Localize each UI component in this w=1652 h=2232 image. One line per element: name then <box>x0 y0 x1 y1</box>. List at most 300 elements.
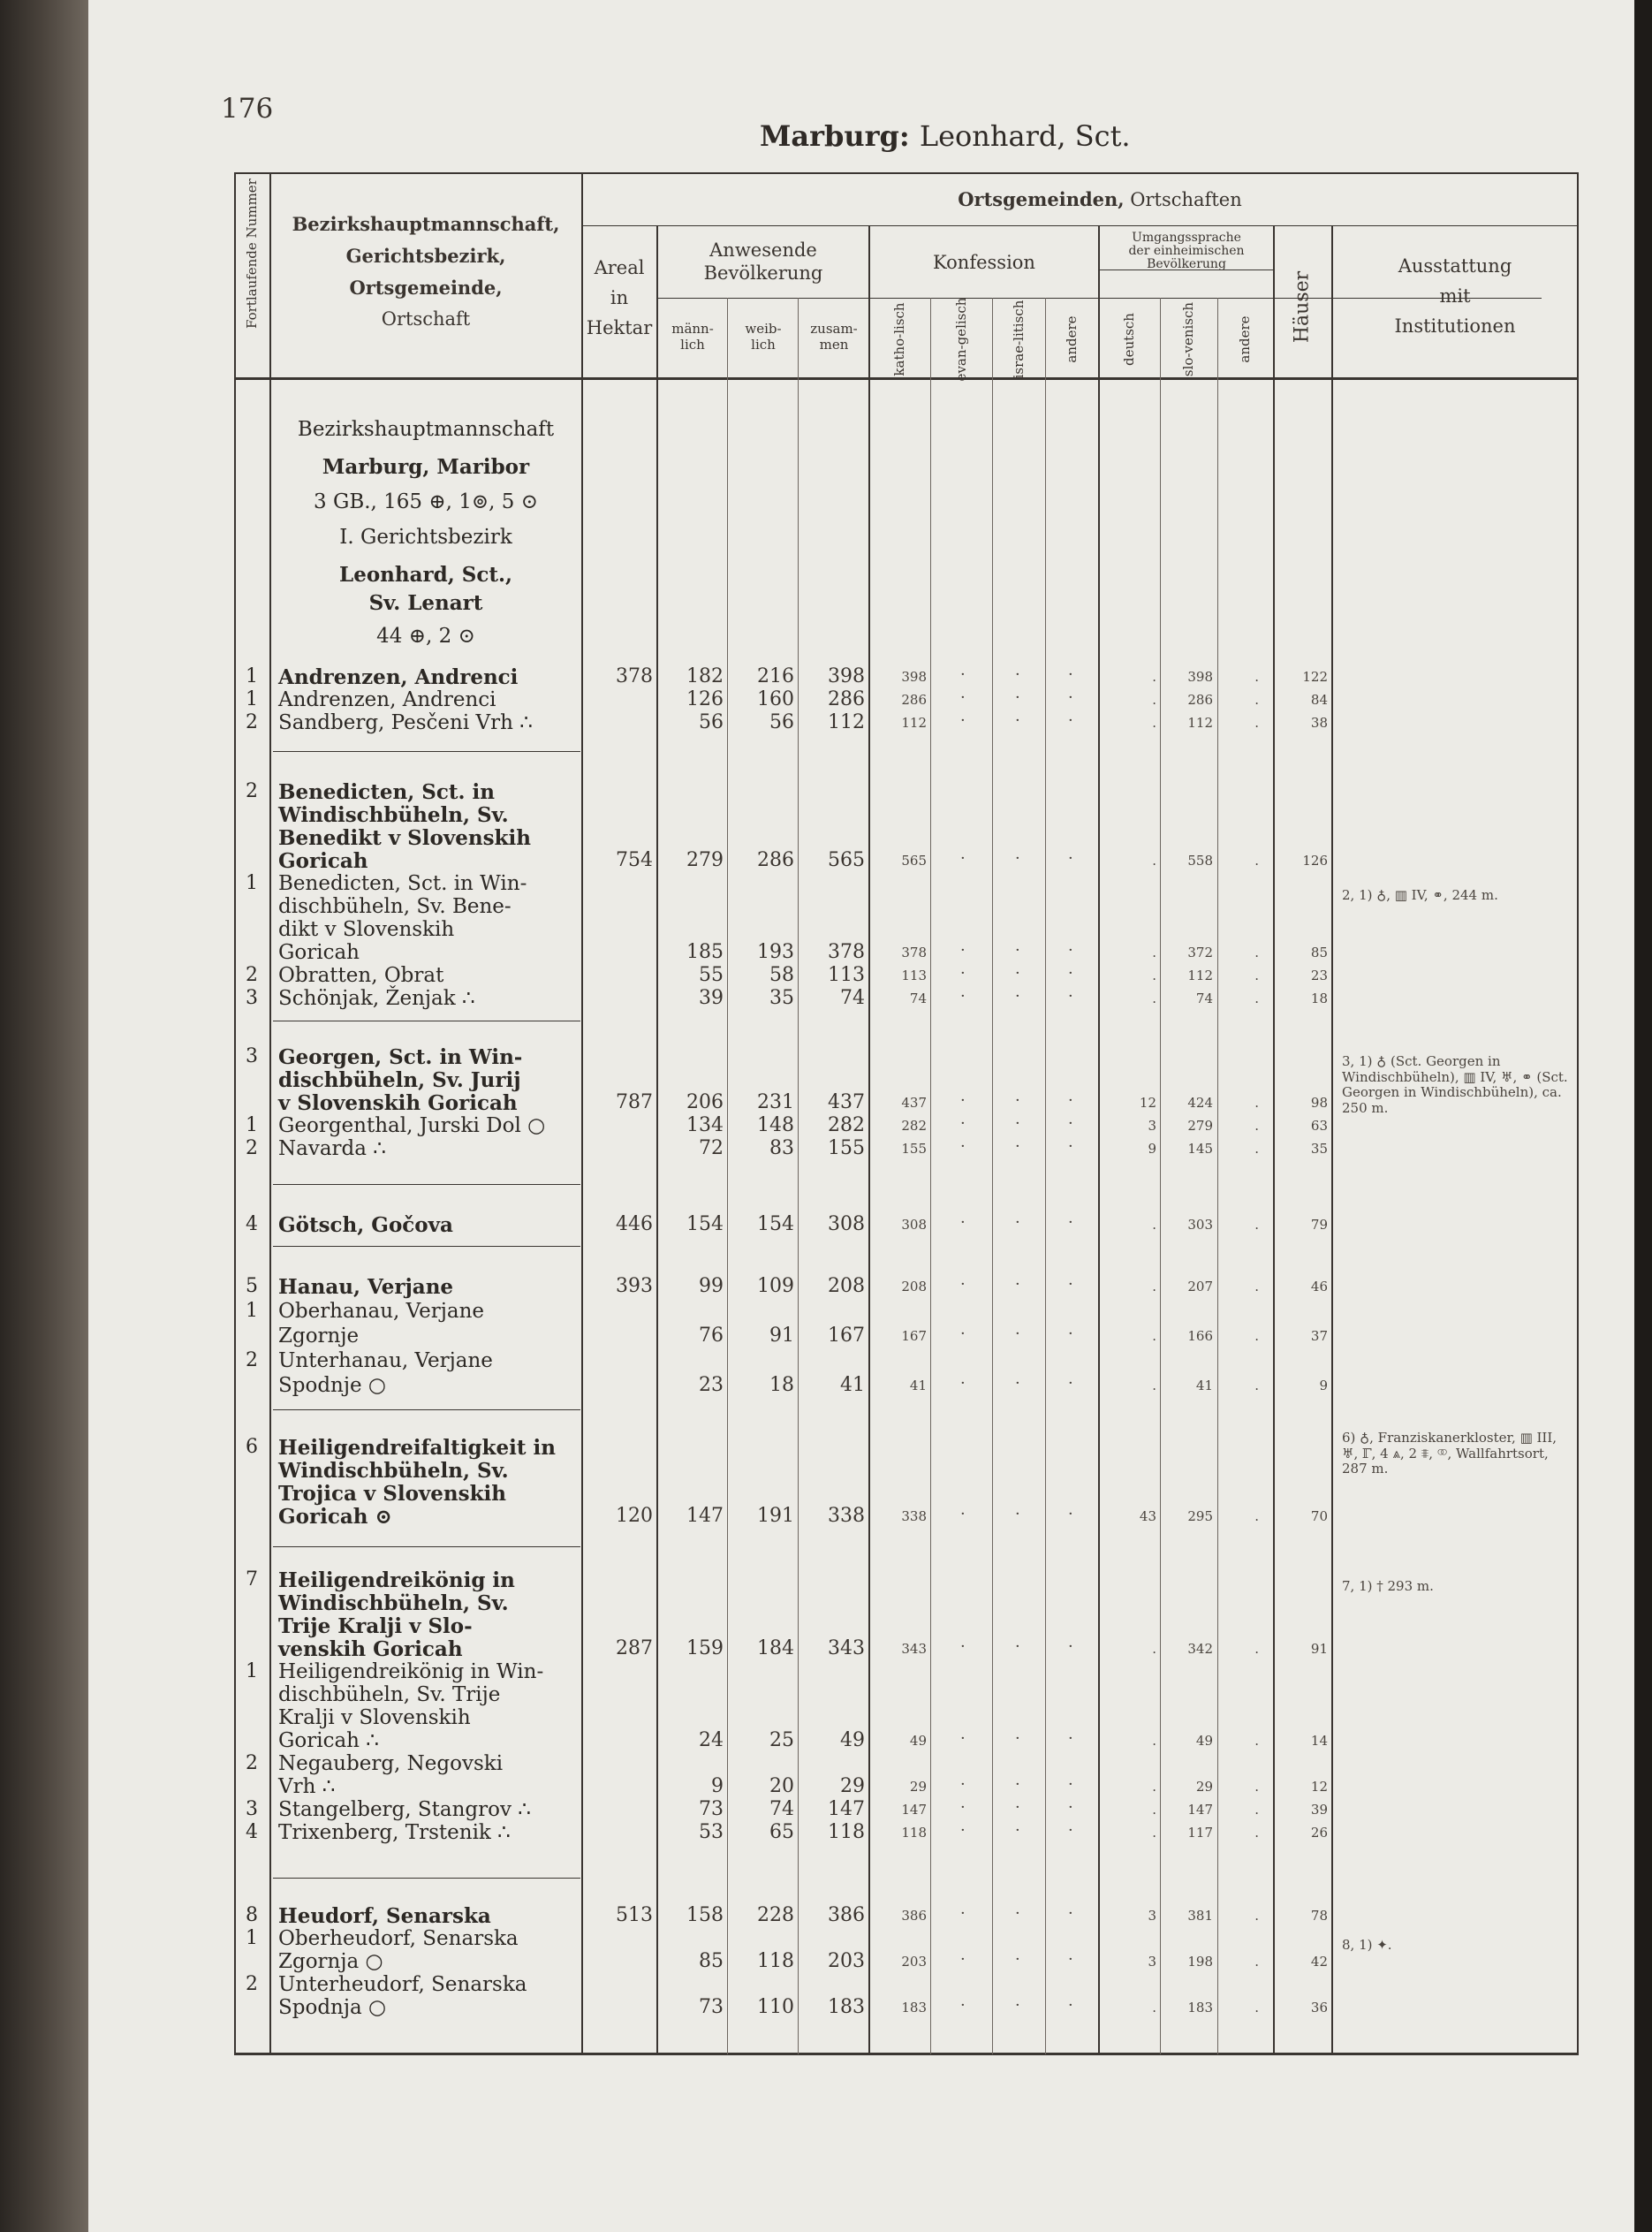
cell-haeuser: 14 <box>1310 1733 1328 1749</box>
cell-israelitisch-empty: · <box>1015 1637 1020 1656</box>
row-label: Heiligendreikönig in <box>278 1568 515 1592</box>
row-label: Benedikt v Slovenskih <box>278 826 531 850</box>
row-label: Georgen, Sct. in Win- <box>278 1045 523 1069</box>
header-zusammen-1: zusam- <box>810 321 858 337</box>
row-index: 5 <box>246 1275 258 1297</box>
header-israelitisch: israe-litisch <box>1011 300 1027 379</box>
cell-maennlich: 56 <box>699 711 724 733</box>
cell-haeuser: 84 <box>1310 692 1328 708</box>
cell-deutsch: . <box>1152 1378 1156 1393</box>
row-label: Trixenberg, Trstenik ∴ <box>278 1821 511 1844</box>
cell-slovenisch: 295 <box>1187 1508 1213 1524</box>
header-bezirk-line2: Gerichtsbezirk, <box>345 245 506 267</box>
cell-katholisch: 398 <box>901 669 927 685</box>
cell-katholisch: 112 <box>901 715 927 731</box>
cell-israelitisch-empty: · <box>1015 1325 1020 1343</box>
cell-haeuser: 18 <box>1310 991 1328 1006</box>
cell-zusammen: 113 <box>828 964 865 986</box>
header-slovenisch: slo-venisch <box>1180 301 1196 377</box>
cell-israelitisch-empty: · <box>1015 1505 1020 1523</box>
cell-haeuser: 42 <box>1310 1954 1328 1970</box>
cell-zusammen: 112 <box>828 711 865 733</box>
cell-katholisch: 155 <box>901 1141 927 1157</box>
cell-israelitisch-empty: · <box>1015 1374 1020 1393</box>
header-umgang-1: Umgangssprache <box>1132 231 1241 245</box>
cell-slovenisch: 198 <box>1187 1954 1213 1970</box>
cell-areal: 120 <box>616 1505 653 1527</box>
cell-andere-empty: · <box>1068 1213 1073 1232</box>
cell-andere-empty: · <box>1068 1114 1073 1133</box>
row-label: Sandberg, Pesčeni Vrh ∴ <box>278 711 533 734</box>
cell-maennlich: 85 <box>699 1950 724 1972</box>
cell-deutsch: . <box>1152 853 1156 869</box>
row-label: Windischbüheln, Sv. <box>278 1459 509 1483</box>
cell-andere-sprache: . <box>1254 1641 1259 1657</box>
cell-israelitisch-empty: · <box>1015 1775 1020 1794</box>
cell-deutsch: 3 <box>1148 1118 1156 1134</box>
cell-slovenisch: 49 <box>1195 1733 1213 1749</box>
cell-weiblich: 91 <box>769 1325 794 1347</box>
cell-zusammen: 49 <box>840 1729 865 1751</box>
cell-slovenisch: 74 <box>1195 991 1213 1006</box>
cell-weiblich: 231 <box>757 1091 794 1113</box>
cell-slovenisch: 558 <box>1187 853 1213 869</box>
row-label: Spodnja ○ <box>278 1996 387 2019</box>
header-katholisch: katho-lisch <box>891 302 907 376</box>
cell-israelitisch-empty: · <box>1015 849 1020 868</box>
cell-slovenisch: 117 <box>1187 1825 1213 1841</box>
cell-slovenisch: 303 <box>1187 1217 1213 1233</box>
cell-maennlich: 24 <box>699 1729 724 1751</box>
cell-maennlich: 134 <box>686 1114 724 1136</box>
cell-slovenisch: 424 <box>1187 1095 1213 1111</box>
cell-andere-empty: · <box>1068 1637 1073 1656</box>
cell-zusammen: 437 <box>828 1091 865 1113</box>
cell-weiblich: 109 <box>757 1275 794 1297</box>
cell-evangelisch-empty: · <box>960 1091 966 1110</box>
cell-weiblich: 216 <box>757 665 794 687</box>
cell-israelitisch-empty: · <box>1015 688 1020 707</box>
header-andere: andere <box>1064 315 1080 363</box>
cell-haeuser: 39 <box>1310 1802 1328 1818</box>
cell-evangelisch-empty: · <box>960 1114 966 1133</box>
row-label: Navarda ∴ <box>278 1137 386 1160</box>
cell-weiblich: 160 <box>757 688 794 710</box>
intro-line3: 3 GB., 165 ⊕, 1⊚, 5 ⊙ <box>314 490 538 513</box>
cell-andere-empty: · <box>1068 1950 1073 1969</box>
row-index: 1 <box>246 1660 258 1682</box>
cell-andere-sprache: . <box>1254 853 1259 869</box>
cell-evangelisch-empty: · <box>960 941 966 960</box>
cell-areal: 787 <box>616 1091 653 1113</box>
row-label: dischbüheln, Sv. Jurij <box>278 1068 521 1092</box>
cell-evangelisch-empty: · <box>960 1798 966 1817</box>
cell-israelitisch-empty: · <box>1015 1996 1020 2015</box>
cell-evangelisch-empty: · <box>960 1821 966 1840</box>
cell-zusammen: 308 <box>828 1213 865 1235</box>
header-ortsgemeinden <box>853 190 1347 209</box>
cell-zusammen: 386 <box>828 1904 865 1926</box>
cell-maennlich: 185 <box>686 941 724 963</box>
cell-weiblich: 18 <box>769 1374 794 1396</box>
cell-katholisch: 208 <box>901 1279 927 1294</box>
cell-evangelisch-empty: · <box>960 964 966 983</box>
cell-katholisch: 286 <box>901 692 927 708</box>
running-head-sub: Leonhard, Sct. <box>919 119 1131 153</box>
cell-slovenisch: 112 <box>1187 715 1213 731</box>
cell-katholisch: 74 <box>909 991 927 1006</box>
cell-areal: 513 <box>616 1904 653 1926</box>
row-label: Schönjak, Ženjak ∴ <box>278 987 475 1010</box>
cell-evangelisch-empty: · <box>960 1637 966 1656</box>
header-umgang-2: der einheimischen <box>1128 244 1245 258</box>
cell-evangelisch-empty: · <box>960 1275 966 1294</box>
cell-evangelisch-empty: · <box>960 1325 966 1343</box>
row-label: Windischbüheln, Sv. <box>278 803 509 827</box>
cell-haeuser: 46 <box>1310 1279 1328 1294</box>
cell-weiblich: 148 <box>757 1114 794 1136</box>
cell-andere-sprache: . <box>1254 1118 1259 1134</box>
cell-haeuser: 36 <box>1310 2000 1328 2016</box>
cell-weiblich: 286 <box>757 849 794 871</box>
cell-maennlich: 72 <box>699 1137 724 1159</box>
cell-maennlich: 53 <box>699 1821 724 1843</box>
cell-andere-empty: · <box>1068 1091 1073 1110</box>
cell-evangelisch-empty: · <box>960 688 966 707</box>
cell-andere-sprache: . <box>1254 945 1259 960</box>
cell-weiblich: 193 <box>757 941 794 963</box>
row-label: Zgornja ○ <box>278 1950 383 1973</box>
cell-deutsch: . <box>1152 1328 1156 1344</box>
cell-andere-sprache: . <box>1254 1279 1259 1294</box>
row-index: 2 <box>246 1349 258 1371</box>
cell-weiblich: 118 <box>757 1950 794 1972</box>
row-index: 1 <box>246 1300 258 1322</box>
cell-deutsch: . <box>1152 669 1156 685</box>
cell-andere-sprache: . <box>1254 968 1259 983</box>
row-index: 1 <box>246 872 258 894</box>
cell-haeuser: 12 <box>1310 1779 1328 1795</box>
header-areal-2: in <box>610 287 629 308</box>
cell-evangelisch-empty: · <box>960 1729 966 1748</box>
running-head-main: Marburg: <box>760 119 910 153</box>
header-weiblich-1: weib- <box>745 321 782 337</box>
cell-andere-sprache: . <box>1254 1217 1259 1233</box>
cell-slovenisch: 207 <box>1187 1279 1213 1294</box>
cell-zusammen: 183 <box>828 1996 865 2018</box>
cell-katholisch: 118 <box>901 1825 927 1841</box>
row-index: 1 <box>246 1114 258 1136</box>
cell-evangelisch-empty: · <box>960 1996 966 2015</box>
cell-deutsch: 9 <box>1148 1141 1156 1157</box>
cell-slovenisch: 41 <box>1195 1378 1213 1393</box>
note-2: 2, 1) ♁, ▥ IV, ⚭, 244 m. <box>1342 887 1498 903</box>
row-index: 1 <box>246 688 258 710</box>
cell-israelitisch-empty: · <box>1015 1729 1020 1748</box>
row-label: dikt v Slovenskih <box>278 918 455 941</box>
cell-weiblich: 228 <box>757 1904 794 1926</box>
row-label: Goricah ⊙ <box>278 1505 392 1529</box>
cell-israelitisch-empty: · <box>1015 1798 1020 1817</box>
cell-evangelisch-empty: · <box>960 1137 966 1156</box>
row-index: 8 <box>246 1904 258 1926</box>
cell-maennlich: 279 <box>686 849 724 871</box>
row-label: Heiligendreifaltigkeit in <box>278 1436 556 1460</box>
cell-haeuser: 38 <box>1310 715 1328 731</box>
cell-andere-sprache: . <box>1254 1779 1259 1795</box>
cell-deutsch: . <box>1152 2000 1156 2016</box>
cell-deutsch: 12 <box>1139 1095 1156 1111</box>
cell-slovenisch: 286 <box>1187 692 1213 708</box>
cell-zusammen: 147 <box>828 1798 865 1820</box>
header-fortlaufende-nummer: Fortlaufende Nummer <box>244 178 260 329</box>
cell-andere-sprache: . <box>1254 1141 1259 1157</box>
header-ausstattung-1: Ausstattung <box>1398 255 1512 277</box>
row-label: Heiligendreikönig in Win- <box>278 1660 544 1683</box>
cell-maennlich: 73 <box>699 1798 724 1820</box>
row-index: 6 <box>246 1436 258 1458</box>
cell-andere-empty: · <box>1068 964 1073 983</box>
header-umgang-3: Bevölkerung <box>1147 257 1226 271</box>
cell-evangelisch-empty: · <box>960 665 966 684</box>
cell-andere-sprache: . <box>1254 991 1259 1006</box>
cell-haeuser: 63 <box>1310 1118 1328 1134</box>
row-index: 3 <box>246 1798 258 1820</box>
cell-haeuser: 122 <box>1302 669 1328 685</box>
cell-deutsch: . <box>1152 1641 1156 1657</box>
cell-maennlich: 73 <box>699 1996 724 2018</box>
row-label: Goricah <box>278 941 360 964</box>
cell-areal: 393 <box>616 1275 653 1297</box>
cell-maennlich: 23 <box>699 1374 724 1396</box>
cell-slovenisch: 29 <box>1195 1779 1213 1795</box>
row-index: 2 <box>246 1752 258 1774</box>
cell-andere-empty: · <box>1068 711 1073 730</box>
cell-slovenisch: 372 <box>1187 945 1213 960</box>
cell-katholisch: 29 <box>909 1779 927 1795</box>
header-bezirk-line1: Bezirkshauptmannschaft, <box>292 213 560 235</box>
cell-katholisch: 338 <box>901 1508 927 1524</box>
header-anwesende-2: Bevölkerung <box>703 262 823 284</box>
cell-andere-sprache: . <box>1254 1378 1259 1393</box>
cell-haeuser: 70 <box>1310 1508 1328 1524</box>
row-label: Trije Kralji v Slo- <box>278 1614 473 1638</box>
cell-haeuser: 35 <box>1310 1141 1328 1157</box>
cell-andere-sprache: . <box>1254 1328 1259 1344</box>
row-label: Spodnje ○ <box>278 1374 386 1397</box>
statistics-table <box>234 172 1579 2054</box>
cell-haeuser: 79 <box>1310 1217 1328 1233</box>
cell-israelitisch-empty: · <box>1015 1137 1020 1156</box>
cell-katholisch: 378 <box>901 945 927 960</box>
cell-katholisch: 41 <box>909 1378 927 1393</box>
cell-haeuser: 26 <box>1310 1825 1328 1841</box>
cell-andere-empty: · <box>1068 1729 1073 1748</box>
cell-katholisch: 386 <box>901 1908 927 1924</box>
cell-maennlich: 9 <box>711 1775 724 1797</box>
cell-deutsch: . <box>1152 715 1156 731</box>
cell-slovenisch: 166 <box>1187 1328 1213 1344</box>
intro-line5: Leonhard, Sct., <box>339 563 512 587</box>
row-label: Goricah ∴ <box>278 1729 379 1752</box>
cell-israelitisch-empty: · <box>1015 964 1020 983</box>
cell-israelitisch-empty: · <box>1015 665 1020 684</box>
row-label: Oberheudorf, Senarska <box>278 1927 519 1950</box>
cell-katholisch: 343 <box>901 1641 927 1657</box>
cell-israelitisch-empty: · <box>1015 1904 1020 1923</box>
header-ortschaften: Ortschaften <box>1130 189 1242 210</box>
row-label: Unterheudorf, Senarska <box>278 1973 527 1996</box>
header-ausstattung-3: Institutionen <box>1394 315 1516 337</box>
row-label: Andrenzen, Andrenci <box>278 665 519 689</box>
row-label: Windischbüheln, Sv. <box>278 1591 509 1615</box>
cell-weiblich: 58 <box>769 964 794 986</box>
row-label: Georgenthal, Jurski Dol ○ <box>278 1114 546 1137</box>
cell-haeuser: 126 <box>1302 853 1328 869</box>
row-label: Stangelberg, Stangrov ∴ <box>278 1798 531 1821</box>
cell-zusammen: 208 <box>828 1275 865 1297</box>
cell-haeuser: 85 <box>1310 945 1328 960</box>
cell-maennlich: 99 <box>699 1275 724 1297</box>
header-weiblich-2: lich <box>751 337 776 353</box>
cell-maennlich: 182 <box>686 665 724 687</box>
cell-zusammen: 338 <box>828 1505 865 1527</box>
cell-slovenisch: 183 <box>1187 2000 1213 2016</box>
row-index: 2 <box>246 780 258 802</box>
cell-evangelisch-empty: · <box>960 711 966 730</box>
cell-andere-sprache: . <box>1254 1802 1259 1818</box>
row-index: 4 <box>246 1821 258 1843</box>
cell-andere-sprache: . <box>1254 1733 1259 1749</box>
cell-zusammen: 282 <box>828 1114 865 1136</box>
header-anwesende-1: Anwesende <box>709 239 817 261</box>
cell-israelitisch-empty: · <box>1015 1114 1020 1133</box>
header-zusammen-2: men <box>819 337 849 353</box>
cell-andere-empty: · <box>1068 987 1073 1006</box>
cell-katholisch: 113 <box>901 968 927 983</box>
cell-evangelisch-empty: · <box>960 1775 966 1794</box>
cell-weiblich: 74 <box>769 1798 794 1820</box>
cell-andere-sprache: . <box>1254 715 1259 731</box>
cell-andere-sprache: . <box>1254 1954 1259 1970</box>
cell-andere-sprache: . <box>1254 1095 1259 1111</box>
cell-israelitisch-empty: · <box>1015 1950 1020 1969</box>
row-label: Zgornje <box>278 1325 360 1348</box>
cell-israelitisch-empty: · <box>1015 1275 1020 1294</box>
note-8: 8, 1) ✦. <box>1342 1937 1392 1953</box>
cell-deutsch: . <box>1152 1802 1156 1818</box>
cell-katholisch: 49 <box>909 1733 927 1749</box>
cell-slovenisch: 398 <box>1187 669 1213 685</box>
cell-maennlich: 76 <box>699 1325 724 1347</box>
intro-line6: Sv. Lenart <box>368 591 483 615</box>
cell-areal: 378 <box>616 665 653 687</box>
cell-areal: 754 <box>616 849 653 871</box>
cell-andere-empty: · <box>1068 1821 1073 1840</box>
cell-evangelisch-empty: · <box>960 1505 966 1523</box>
cell-maennlich: 159 <box>686 1637 724 1659</box>
cell-deutsch: . <box>1152 968 1156 983</box>
cell-andere-sprache: . <box>1254 1508 1259 1524</box>
note-7: 7, 1) † 293 m. <box>1342 1578 1434 1594</box>
row-index: 7 <box>246 1568 258 1590</box>
cell-katholisch: 183 <box>901 2000 927 2016</box>
page-edge <box>1634 0 1652 2232</box>
cell-maennlich: 154 <box>686 1213 724 1235</box>
cell-weiblich: 35 <box>769 987 794 1009</box>
cell-haeuser: 9 <box>1319 1378 1328 1393</box>
cell-haeuser: 78 <box>1310 1908 1328 1924</box>
cell-evangelisch-empty: · <box>960 849 966 868</box>
row-label: Kralji v Slovenskih <box>278 1706 471 1729</box>
running-head <box>760 119 1131 153</box>
cell-israelitisch-empty: · <box>1015 1821 1020 1840</box>
note-3: 3, 1) ♁ (Sct. Georgen in Windischbüheln), ▥ IV, ♅, ⚭ (Sct. Georgen in Windischbüheln), ca. 250 m. <box>1342 1053 1568 1117</box>
row-label: Hanau, Verjane <box>278 1275 454 1299</box>
cell-zusammen: 203 <box>828 1950 865 1972</box>
row-label: Vrh ∴ <box>278 1775 336 1798</box>
cell-andere-empty: · <box>1068 1996 1073 2015</box>
cell-andere-empty: · <box>1068 1137 1073 1156</box>
cell-deutsch: . <box>1152 692 1156 708</box>
cell-evangelisch-empty: · <box>960 1950 966 1969</box>
cell-areal: 287 <box>616 1637 653 1659</box>
cell-deutsch: 3 <box>1148 1908 1156 1924</box>
cell-weiblich: 25 <box>769 1729 794 1751</box>
cell-zusammen: 118 <box>828 1821 865 1843</box>
cell-deutsch: . <box>1152 1825 1156 1841</box>
cell-andere-sprache: . <box>1254 2000 1259 2016</box>
cell-haeuser: 91 <box>1310 1641 1328 1657</box>
cell-evangelisch-empty: · <box>960 1904 966 1923</box>
row-index: 3 <box>246 987 258 1009</box>
row-label: Unterhanau, Verjane <box>278 1349 493 1372</box>
intro-line4: I. Gerichtsbezirk <box>339 526 512 549</box>
cell-weiblich: 56 <box>769 711 794 733</box>
cell-deutsch: . <box>1152 1279 1156 1294</box>
row-label: Obratten, Obrat <box>278 964 444 987</box>
cell-andere-empty: · <box>1068 688 1073 707</box>
cell-andere-empty: · <box>1068 1325 1073 1343</box>
row-label: Andrenzen, Andrenci <box>278 688 496 711</box>
cell-andere-sprache: . <box>1254 692 1259 708</box>
row-label: dischbüheln, Sv. Bene- <box>278 895 512 918</box>
cell-maennlich: 126 <box>686 688 724 710</box>
cell-katholisch: 167 <box>901 1328 927 1344</box>
cell-slovenisch: 147 <box>1187 1802 1213 1818</box>
cell-andere-empty: · <box>1068 1904 1073 1923</box>
note-6: 6) ♁, Franziskanerkloster, ▥ III, ♅, ℾ, 4 ⩓, 2 ⩨, ⚭, Wallfahrtsort, 287 m. <box>1342 1430 1557 1477</box>
cell-katholisch: 308 <box>901 1217 927 1233</box>
cell-israelitisch-empty: · <box>1015 941 1020 960</box>
header-andere2: andere <box>1237 315 1253 363</box>
cell-maennlich: 39 <box>699 987 724 1009</box>
header-maennlich-1: männ- <box>671 321 714 337</box>
cell-andere-empty: · <box>1068 941 1073 960</box>
cell-andere-sprache: . <box>1254 1908 1259 1924</box>
cell-zusammen: 565 <box>828 849 865 871</box>
cell-maennlich: 206 <box>686 1091 724 1113</box>
cell-deutsch: . <box>1152 1217 1156 1233</box>
cell-weiblich: 184 <box>757 1637 794 1659</box>
cell-andere-sprache: . <box>1254 1825 1259 1841</box>
intro-line2: Marburg, Maribor <box>322 455 530 479</box>
cell-weiblich: 20 <box>769 1775 794 1797</box>
row-label: Götsch, Gočova <box>278 1213 453 1237</box>
cell-zusammen: 41 <box>840 1374 865 1396</box>
header-areal-1: Areal <box>594 257 645 278</box>
row-label: Benedicten, Sct. in <box>278 780 495 804</box>
